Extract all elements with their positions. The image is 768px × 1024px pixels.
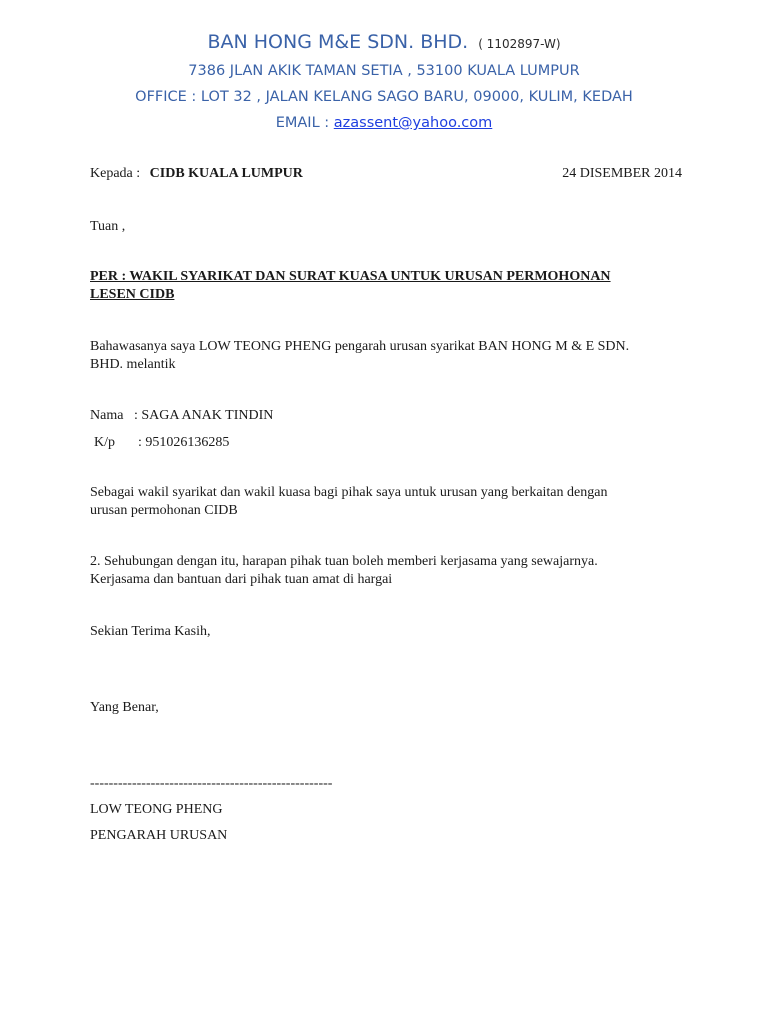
kp-value: : 951026136285 [138,435,230,450]
subject-line-1: PER : WAKIL SYARIKAT DAN SURAT KUASA UNTUK URUSAN PERMOHONAN [90,269,611,284]
paragraph-authority-line-1: Sebagai wakil syarikat dan wakil kuasa bagi pihak saya untuk urusan yang berkaitan dengan [90,485,608,500]
company-line [0,28,768,58]
paragraph-cooperation-line-2: Kerjasama dan bantuan dari pihak tuan amat di hargai [90,572,393,587]
field-nama [90,407,690,425]
recipient-row [90,166,682,182]
email-line [0,110,768,136]
paragraph-appointment-line-2: BHD. melantik [90,357,176,372]
paragraph-authority-line-2: urusan permohonan CIDB [90,503,238,518]
nama-label: Nama [90,408,124,423]
recipient-label: Kepada : [90,166,141,181]
email-label: EMAIL : [275,115,334,131]
kp-label: K/p [94,435,115,450]
paragraph-appointment [90,338,690,374]
paragraph-authority [90,484,690,520]
paragraph-cooperation [90,553,690,589]
signoff: Yang Benar, [90,700,159,715]
signer-name: LOW TEONG PHENG [90,802,223,817]
closing: Sekian Terima Kasih, [90,624,211,639]
paragraph-appointment-line-1: Bahawasanya saya LOW TEONG PHENG pengarah urusan syarikat BAN HONG M & E SDN. [90,339,630,354]
salutation: Tuan , [90,219,126,234]
company-address: 7386 JLAN AKIK TAMAN SETIA , 53100 KUALA LUMPUR [188,63,580,79]
office-address: OFFICE : LOT 32 , JALAN KELANG SAGO BARU, 09000, KULIM, KEDAH [135,89,633,105]
paragraph-cooperation-line-1: 2. Sehubungan dengan itu, harapan pihak tuan boleh memberi kerjasama yang sewajarnya. [90,554,598,569]
company-name: BAN HONG M&E SDN. BHD. [207,31,469,53]
signature-line: ---------------------------------------------------- [90,776,333,791]
registration-number: ( 1102897-W) [478,37,561,51]
letterhead [0,28,768,136]
field-kp [94,434,694,452]
recipient-name: CIDB KUALA LUMPUR [149,166,303,181]
email-link[interactable]: azassent@yahoo.com [333,115,493,131]
subject-line-2: LESEN CIDB [90,287,175,302]
nama-value: : SAGA ANAK TINDIN [134,408,274,423]
signer-title: PENGARAH URUSAN [90,828,228,843]
letter-date: 24 DISEMBER 2014 [562,166,682,181]
subject [90,268,690,304]
